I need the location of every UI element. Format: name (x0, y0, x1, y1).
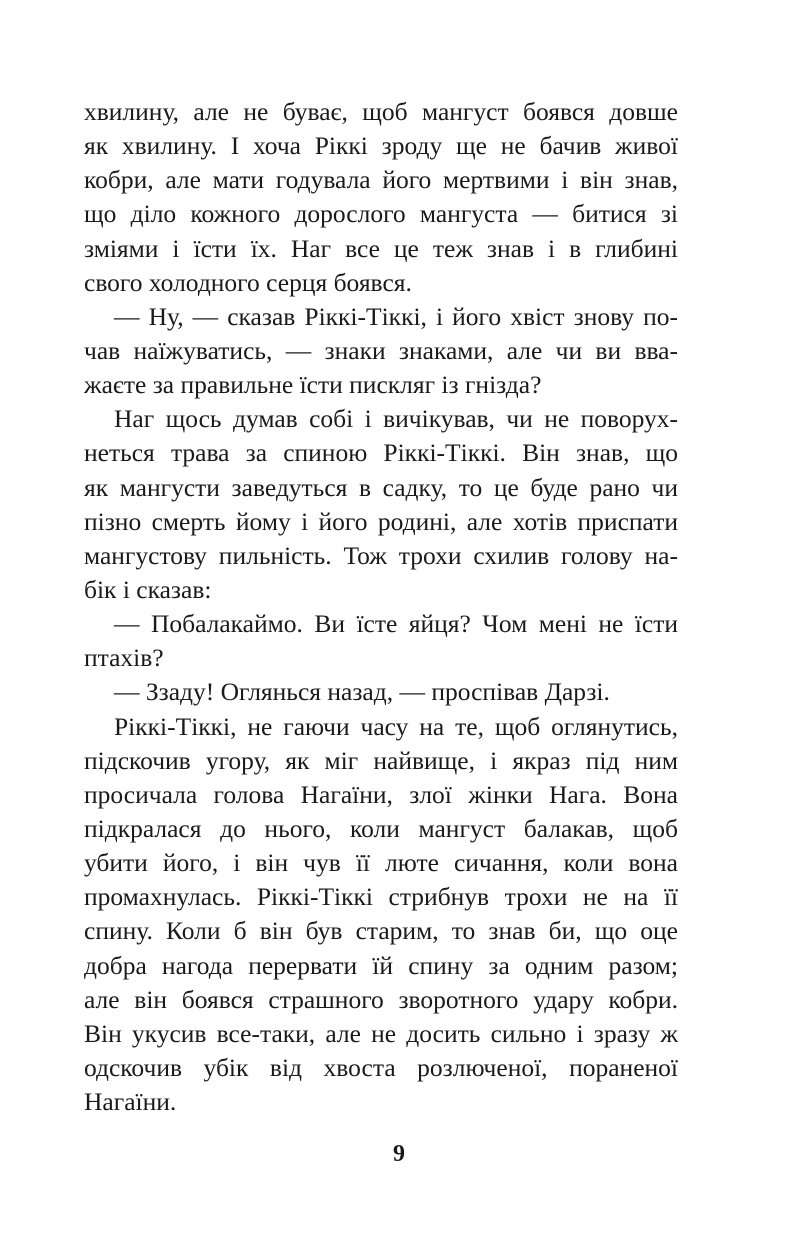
text-line: жаєте за правильне їсти пискляг із гнізда? (84, 370, 542, 400)
text-line: бік і сказав: (84, 574, 212, 604)
text-line: хвилину, але не буває, щоб мангуст боявся довше (84, 97, 678, 126)
text-line: убити його, і він чув її люте сичання, коли вона (84, 848, 678, 878)
text-line: пізно смерть йому і його родині, але хотів приспати (84, 506, 678, 536)
text-line: — Ну, — сказав Ріккі-Тіккі, і його хвіст знову по- (114, 301, 678, 331)
text-line: неться трава за спиною Ріккі-Тіккі. Він знав, що (84, 438, 678, 468)
text-line: — Ззаду! Оглянься назад, — проспівав Дарзі. (114, 677, 610, 707)
text-line: добра нагода перервати їй спину за одним разом; (84, 950, 678, 980)
text-line: Він укусив все-таки, але не досить сильно і зразу ж (84, 1018, 678, 1048)
text-line: — Побалакаймо. Ви їсте яйця? Чом мені не їсти (114, 609, 678, 639)
text-line: Ріккі-Тіккі, не гаючи часу на те, щоб оглянутись, (114, 711, 678, 741)
text-line: як хвилину. І хоча Ріккі зроду ще не бачив живої (84, 131, 678, 161)
text-line: підскочив угору, як міг найвище, і якраз під ним (84, 745, 678, 775)
text-line: зміями і їсти їх. Наг все це теж знав і в глибині (84, 233, 678, 263)
text-line: птахів? (84, 643, 164, 673)
text-line: Нагаїни. (84, 1087, 177, 1117)
text-line: промахнулась. Ріккі-Тіккі стрибнув трохи не на її (84, 882, 678, 912)
text-line: спину. Коли б він був старим, то знав би, що оце (84, 916, 678, 946)
text-line: кобри, але мати годувала його мертвими і він знав, (84, 165, 678, 195)
text-line: мангустову пильність. Тож трохи схилив голову на- (84, 540, 678, 570)
text-line: підкралася до нього, коли мангуст балакав, щоб (84, 813, 678, 843)
text-line: свого холодного серця боявся. (84, 267, 412, 297)
page-number: 9 (393, 1141, 405, 1167)
text-line: чав наїжуватись, — знаки знаками, але чи ви вва- (84, 335, 678, 365)
text-line: але він боявся страшного зворотного удару кобри. (84, 984, 678, 1014)
text-line: просичала голова Нагаїни, злої жінки Нага. Вона (84, 779, 678, 809)
body-text (84, 95, 678, 1119)
text-line: одскочив убік від хвоста розлюченої, пораненої (84, 1052, 678, 1082)
text-line: що діло кожного дорослого мангуста — битися зі (84, 199, 678, 229)
text-line: як мангусти заведуться в садку, то це буде рано чи (84, 472, 678, 502)
text-line: Наг щось думав собі і вичікував, чи не поворух- (114, 404, 678, 434)
